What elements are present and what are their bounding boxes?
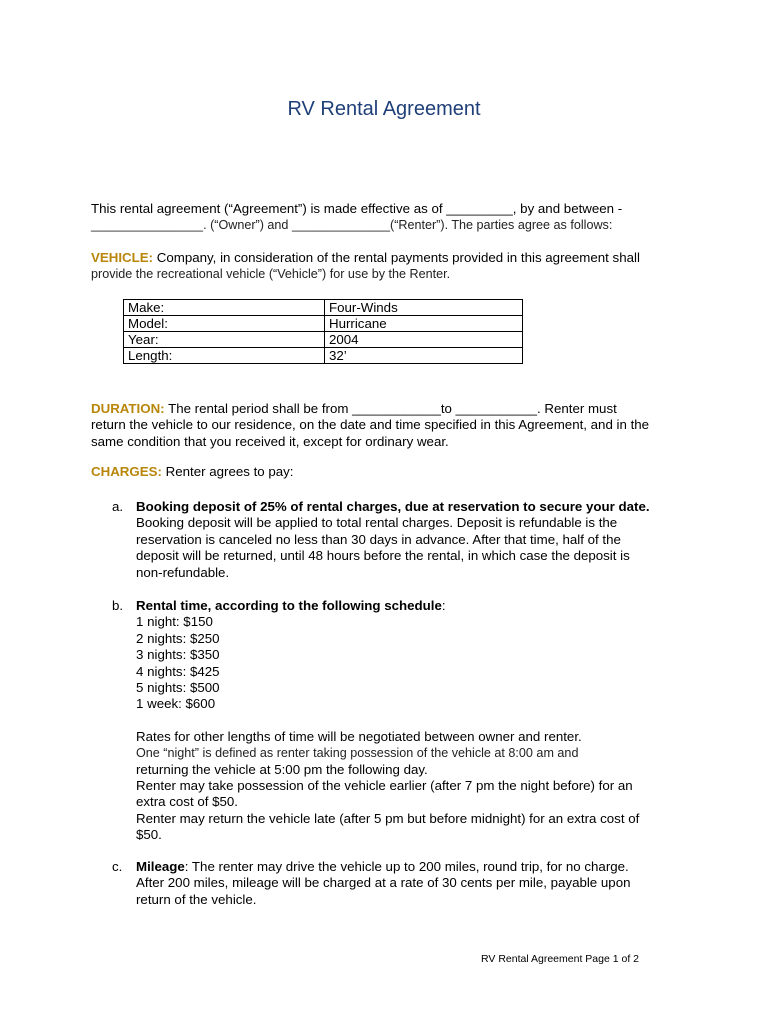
item-b-note-4: Renter may take possession of the vehicle earlier (after 7 pm the night before) for an	[136, 778, 633, 794]
intro-line-2: ________________. (“Owner”) and ______________(“Renter”). The parties agree as follows:	[91, 218, 613, 233]
item-a-line-4: non-refundable.	[136, 564, 230, 580]
charges-text: Renter agrees to pay:	[161, 464, 294, 479]
list-marker: a.	[112, 499, 124, 514]
item-c-line-1: : The renter may drive the vehicle up to 200 miles, round trip, for no charge.	[184, 859, 629, 874]
spec-value: 32’	[325, 348, 523, 364]
item-c-line-2: After 200 miles, mileage will be charged at a rate of 30 cents per mile, payable upon	[136, 875, 631, 891]
list-item-c	[112, 859, 682, 908]
rate-item: 3 nights: $350	[136, 647, 220, 663]
item-c-line-3: return of the vehicle.	[136, 891, 257, 907]
item-c-heading: Mileage	[136, 859, 185, 874]
rate-item: 4 nights: $425	[136, 663, 220, 679]
vehicle-text-2: provide the recreational vehicle (“Vehicle”) for use by the Renter.	[91, 267, 451, 282]
charges-paragraph	[91, 464, 691, 480]
vehicle-label: VEHICLE:	[91, 250, 154, 265]
item-a-line-3: deposit will be returned, until 48 hours before the rental, in which case the deposit is	[136, 548, 630, 564]
duration-label: DURATION:	[91, 401, 165, 416]
vehicle-specs-table	[123, 299, 523, 364]
spec-value: Four-Winds	[325, 300, 523, 316]
spec-label: Length:	[124, 348, 325, 364]
item-b-note-7: $50.	[136, 827, 162, 843]
intro-paragraph	[91, 201, 691, 234]
vehicle-paragraph	[91, 250, 691, 283]
item-b-note-2: One “night” is defined as renter taking possession of the vehicle at 8:00 am and	[136, 746, 579, 761]
item-b-heading: Rental time, according to the following schedule	[136, 598, 442, 613]
spec-value: Hurricane	[325, 316, 523, 332]
item-b-note-3: returning the vehicle at 5:00 pm the following day.	[136, 761, 428, 777]
list-marker: c.	[112, 859, 123, 874]
table-row	[124, 332, 523, 348]
intro-line-1: This rental agreement (“Agreement”) is made effective as of _________, by and between -	[91, 201, 623, 216]
spec-label: Year:	[124, 332, 325, 348]
rate-item: 1 week: $600	[136, 696, 216, 712]
item-a-line-2: reservation is canceled no less than 30 days in advance. After that time, half of the	[136, 531, 621, 547]
table-row	[124, 300, 523, 316]
page-footer: RV Rental Agreement Page 1 of 2	[481, 953, 639, 965]
item-b-colon: :	[441, 598, 446, 613]
list-marker: b.	[112, 598, 124, 613]
rate-item: 5 nights: $500	[136, 680, 220, 696]
item-b-note-1: Rates for other lengths of time will be negotiated between owner and renter.	[136, 728, 582, 744]
duration-paragraph	[91, 401, 691, 450]
table-row	[124, 348, 523, 364]
spec-label: Make:	[124, 300, 325, 316]
duration-line-2: return the vehicle to our residence, on the date and time specified in this Agreement, and in the	[91, 417, 650, 433]
list-item-a	[112, 499, 682, 581]
spec-value: 2004	[325, 332, 523, 348]
table-row	[124, 316, 523, 332]
charges-label: CHARGES:	[91, 464, 162, 479]
item-b-note-5: extra cost of $50.	[136, 794, 238, 810]
duration-line-3: same condition that you received it, except for ordinary wear.	[91, 433, 449, 449]
vehicle-text-1: Company, in consideration of the rental payments provided in this agreement shall	[153, 250, 640, 265]
item-b-note-6: Renter may return the vehicle late (after 5 pm but before midnight) for an extra cost of	[136, 810, 640, 826]
rate-item: 2 nights: $250	[136, 630, 220, 646]
item-a-heading: Booking deposit of 25% of rental charges, due at reservation to secure your date.	[136, 499, 650, 514]
item-a-line-1: Booking deposit will be applied to total rental charges. Deposit is refundable is the	[136, 515, 618, 531]
spec-label: Model:	[124, 316, 325, 332]
page-title: RV Rental Agreement	[287, 98, 481, 120]
duration-line-1: The rental period shall be from ____________to ___________. Renter must	[164, 401, 617, 416]
rate-item: 1 night: $150	[136, 614, 213, 630]
list-item-b	[112, 598, 682, 844]
